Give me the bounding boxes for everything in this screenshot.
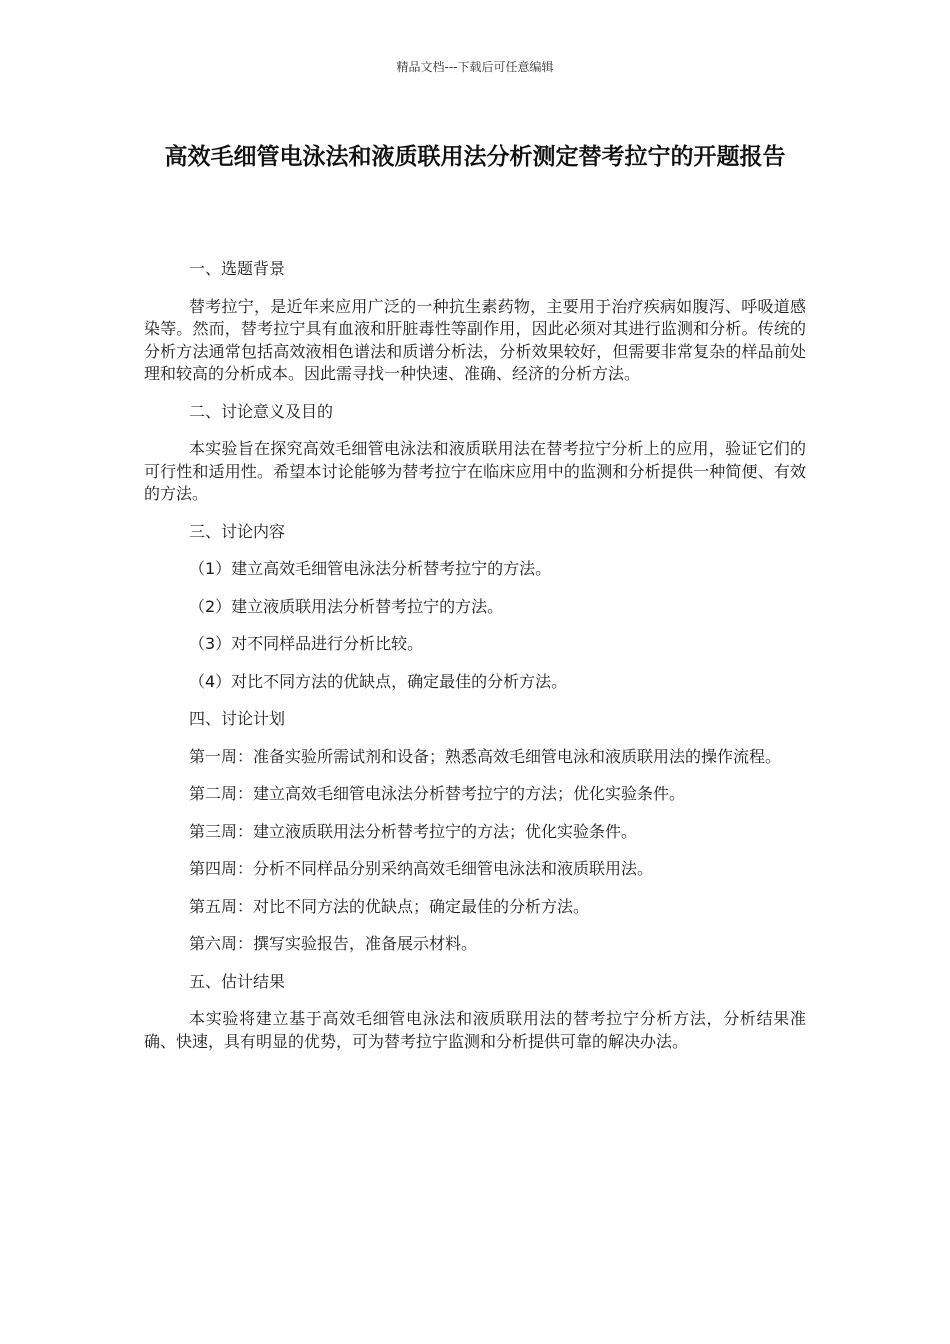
content-item: （4）对比不同方法的优缺点，确定最佳的分析方法。 [189, 671, 568, 691]
plan-week: 第一周：准备实验所需试剂和设备；熟悉高效毛细管电泳和液质联用法的操作流程。 [189, 746, 782, 766]
document-title: 高效毛细管电泳法和液质联用法分析测定替考拉宁的开题报告 [164, 144, 786, 170]
plan-week: 第三周：建立液质联用法分析替考拉宁的方法；优化实验条件。 [189, 821, 638, 841]
document-body [144, 258, 806, 1068]
section-heading-background: 一、选题背景 [189, 259, 286, 278]
content-item: （2）建立液质联用法分析替考拉宁的方法。 [189, 596, 504, 616]
section-heading-significance: 二、讨论意义及目的 [189, 401, 334, 421]
plan-week: 第五周：对比不同方法的优缺点；确定最佳的分析方法。 [189, 896, 590, 916]
plan-week: 第六周：撰写实验报告，准备展示材料。 [189, 934, 478, 953]
plan-week: 第二周：建立高效毛细管电泳法分析替考拉宁的方法；优化实验条件。 [189, 784, 686, 803]
header-note: 精品文档---下载后可任意编辑 [396, 60, 554, 74]
section-heading-content: 三、讨论内容 [189, 521, 286, 541]
section-heading-plan: 四、讨论计划 [189, 709, 286, 728]
section-text-results: 本实验将建立基于高效毛细管电泳法和液质联用法的替考拉宁分析方法，分析结果准确、快速，具有明显的优势，可为替考拉宁监测和分析提供可靠的解决办法。 [144, 1009, 806, 1051]
section-text-background: 替考拉宁，是近年来应用广泛的一种抗生素药物，主要用于治疗疾病如腹泻、呼吸道感染等。然而，替考拉宁具有血液和肝脏毒性等副作用，因此必须对其进行监测和分析。传统的分析方法通常包括高效液相色谱法和质谱分析法，分析效果较好，但需要非常复杂的样品前处理和较高的分析成本。因此需寻找一种快速、准确、经济的分析方法。 [144, 296, 806, 383]
section-heading-results: 五、估计结果 [189, 971, 286, 991]
content-item: （1）建立高效毛细管电泳法分析替考拉宁的方法。 [189, 559, 552, 578]
content-item: （3）对不同样品进行分析比较。 [189, 634, 424, 653]
plan-week: 第四周：分析不同样品分别采纳高效毛细管电泳法和液质联用法。 [189, 859, 654, 878]
section-text-significance: 本实验旨在探究高效毛细管电泳法和液质联用法在替考拉宁分析上的应用，验证它们的可行性和适用性。希望本讨论能够为替考拉宁在临床应用中的监测和分析提供一种简便、有效的方法。 [144, 439, 806, 503]
